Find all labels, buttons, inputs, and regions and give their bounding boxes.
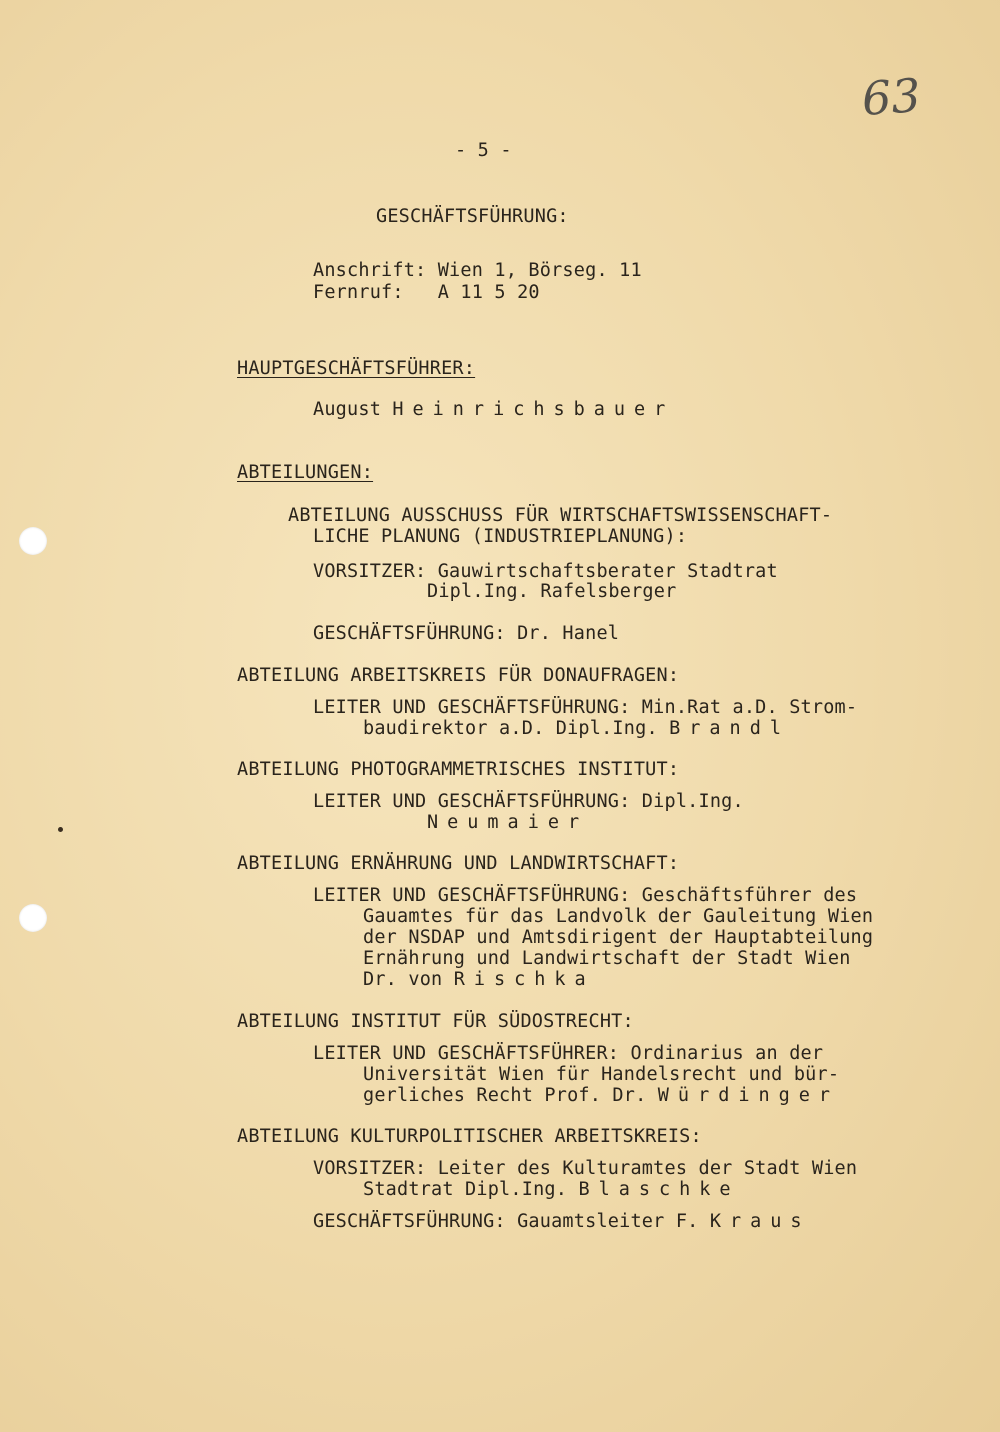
dept2-line2 — [363, 718, 790, 739]
dept4-line1: LEITER UND GESCHÄFTSFÜHRUNG: Geschäftsführer des — [313, 885, 858, 906]
heading-management: GESCHÄFTSFÜHRUNG: — [376, 206, 569, 227]
dept2-person-name: Brandl — [669, 718, 790, 739]
dept2-title: ABTEILUNG ARBEITSKREIS FÜR DONAUFRAGEN: — [237, 665, 680, 686]
heading-departments: ABTEILUNGEN: — [237, 462, 374, 483]
dept6-chair-line1: VORSITZER: Leiter des Kulturamtes der Stadt Wien — [313, 1158, 858, 1179]
dept4-line5-prefix: Dr. von — [363, 969, 443, 990]
dept6-chair-name: Blaschke — [578, 1179, 740, 1200]
page-number: - 5 - — [455, 140, 512, 161]
address-line: Anschrift: Wien 1, Börseg. 11 — [313, 260, 642, 281]
handwritten-folio-number: 63 — [860, 68, 923, 126]
ink-speck — [58, 827, 63, 832]
dept1-title-line2: LICHE PLANUNG (INDUSTRIEPLANUNG): — [313, 526, 688, 547]
dept2-line2-prefix: baudirektor a.D. Dipl.Ing. — [363, 718, 658, 739]
heading-main-manager: HAUPTGESCHÄFTSFÜHRER: — [237, 358, 476, 379]
dept4-line4: Ernährung und Landwirtschaft der Stadt Wien — [363, 948, 851, 969]
dept4-line3: der NSDAP und Amtsdirigent der Hauptabteilung — [363, 927, 874, 948]
dept6-management-name: Kraus — [709, 1211, 811, 1232]
dept2-line1: LEITER UND GESCHÄFTSFÜHRUNG: Min.Rat a.D. Strom- — [313, 697, 858, 718]
dept1-chair-line1: VORSITZER: Gauwirtschaftsberater Stadtrat — [313, 561, 778, 582]
dept5-title: ABTEILUNG INSTITUT FÜR SÜDOSTRECHT: — [237, 1011, 634, 1032]
dept1-chair-line2: Dipl.Ing. Rafelsberger — [427, 581, 677, 602]
dept1-title-line1: ABTEILUNG AUSSCHUSS FÜR WIRTSCHAFTSWISSENSCHAFT- — [288, 505, 833, 526]
dept5-line2: Universität Wien für Handelsrecht und bür- — [363, 1064, 840, 1085]
main-manager-first-name: August — [313, 399, 382, 420]
punch-hole-top — [19, 527, 47, 555]
main-manager-surname: Heinrichsbauer — [392, 399, 675, 420]
dept4-line2: Gauamtes für das Landvolk der Gauleitung Wien — [363, 906, 874, 927]
dept5-line3 — [363, 1085, 839, 1106]
main-manager-name — [313, 399, 674, 420]
dept4-person-name: Rischka — [453, 969, 595, 990]
dept5-person-name: Würdinger — [657, 1085, 840, 1106]
dept3-person-name: Neumaier — [427, 812, 589, 833]
dept6-chair-prefix: Stadtrat Dipl.Ing. — [363, 1179, 568, 1200]
dept1-management: GESCHÄFTSFÜHRUNG: Dr. Hanel — [313, 623, 620, 644]
punch-hole-bottom — [19, 904, 47, 932]
dept6-title: ABTEILUNG KULTURPOLITISCHER ARBEITSKREIS: — [237, 1126, 702, 1147]
dept3-line1: LEITER UND GESCHÄFTSFÜHRUNG: Dipl.Ing. — [313, 791, 744, 812]
dept6-chair-line2 — [363, 1179, 740, 1200]
phone-line: Fernruf: A 11 5 20 — [313, 282, 540, 303]
dept6-management-prefix: GESCHÄFTSFÜHRUNG: Gauamtsleiter F. — [313, 1211, 699, 1232]
dept4-line5 — [363, 969, 595, 990]
dept4-title: ABTEILUNG ERNÄHRUNG UND LANDWIRTSCHAFT: — [237, 853, 680, 874]
dept5-line1: LEITER UND GESCHÄFTSFÜHRER: Ordinarius an der — [313, 1043, 824, 1064]
dept3-title: ABTEILUNG PHOTOGRAMMETRISCHES INSTITUT: — [237, 759, 680, 780]
dept6-management — [313, 1211, 811, 1232]
dept5-line3-prefix: gerliches Recht Prof. Dr. — [363, 1085, 647, 1106]
